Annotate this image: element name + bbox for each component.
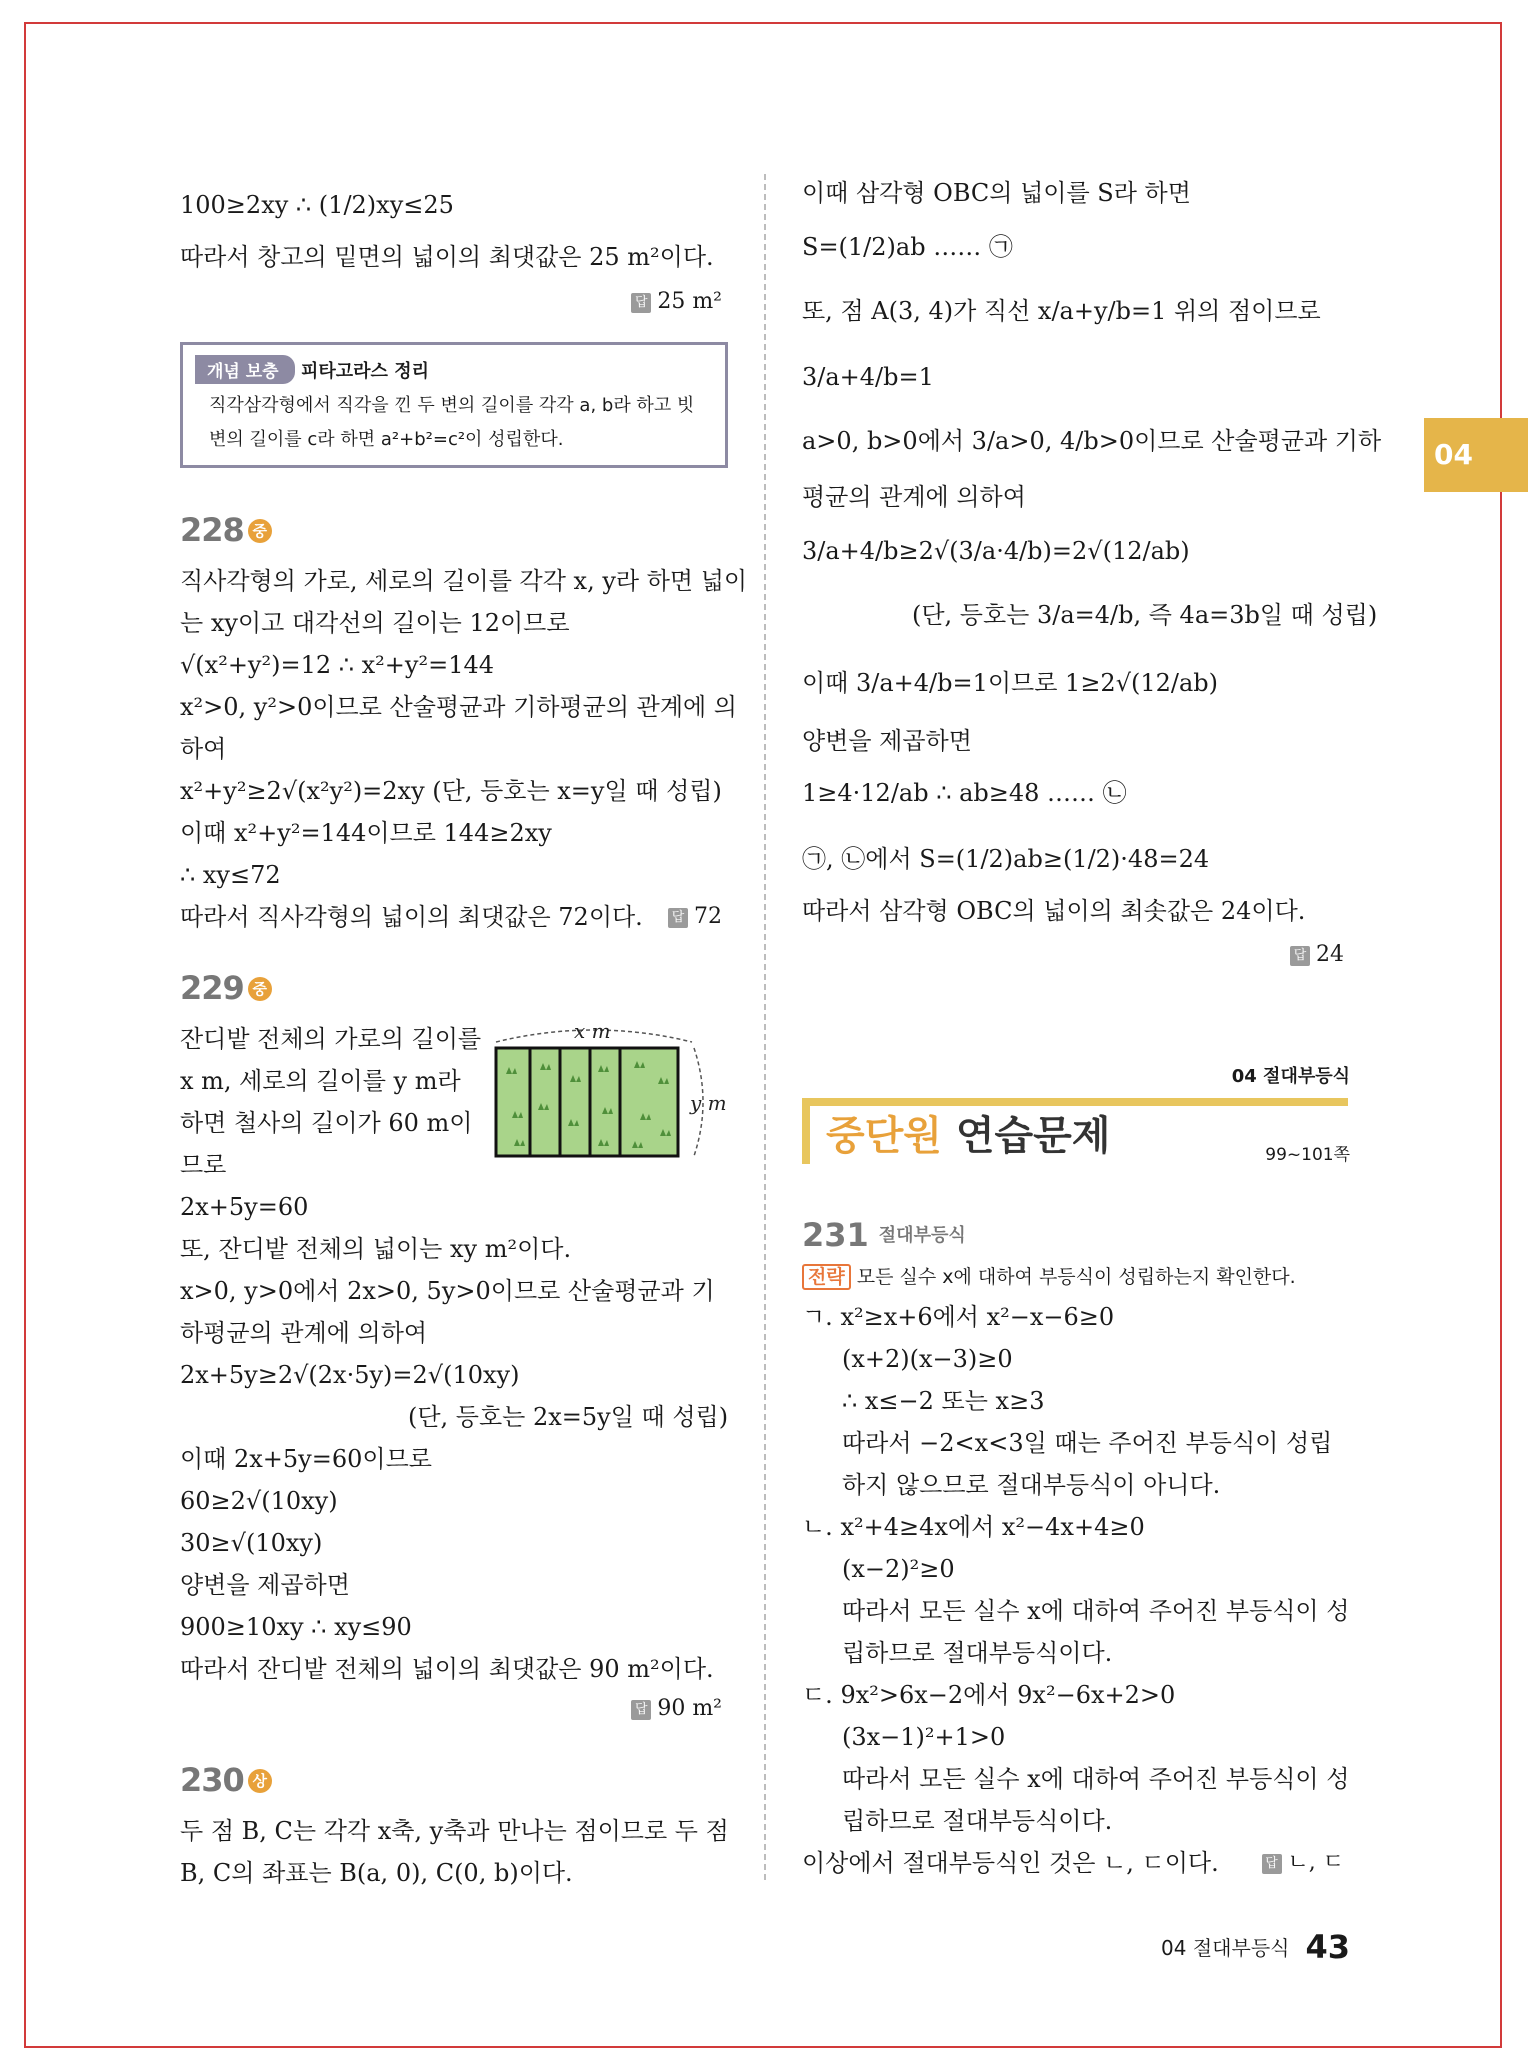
answer-231 — [1262, 1848, 1345, 1878]
text-line: 따라서 직사각형의 넓이의 최댓값은 72이다. — [180, 903, 643, 931]
section-accent — [802, 1106, 810, 1164]
level-badge: 중 — [248, 519, 272, 543]
concept-box — [180, 342, 728, 468]
column-divider — [764, 174, 766, 1880]
level-badge: 중 — [248, 977, 272, 1001]
text-line: a>0, b>0에서 3/a>0, 4/b>0이므로 산술평균과 기하 — [802, 427, 1382, 455]
answer-value: 24 — [1316, 942, 1344, 967]
text-line: 하면 철사의 길이가 60 m이 — [180, 1109, 473, 1137]
text-line: (단, 등호는 2x=5y일 때 성립) — [408, 1403, 729, 1431]
text-line: (3x−1)²+1>0 — [842, 1723, 1006, 1751]
text-line: (단, 등호는 3/a=4/b, 즉 4a=3b일 때 성립) — [912, 601, 1378, 629]
text-line: 립하므로 절대부등식이다. — [842, 1807, 1113, 1835]
text-line: 이상에서 절대부등식인 것은 ㄴ, ㄷ이다. — [802, 1849, 1219, 1877]
side-label: y m — [690, 1091, 727, 1115]
text-line: 100≥2xy ∴ (1/2)xy≤25 — [180, 191, 454, 219]
text-line: 잔디밭 전체의 가로의 길이를 — [180, 1025, 482, 1053]
text-line: 양변을 제곱하면 — [180, 1571, 350, 1599]
text-line: (x−2)²≥0 — [842, 1555, 955, 1583]
top-label: x m — [574, 1022, 611, 1043]
problem-number-230 — [180, 1762, 272, 1798]
lawn-rect — [496, 1048, 678, 1156]
section-title-part2: 연습문제 — [955, 1113, 1111, 1159]
text-line: 2x+5y≥2√(2x·5y)=2√(10xy) — [180, 1361, 520, 1389]
text-line: 1≥4·12/ab ∴ ab≥48 …… ㉡ — [802, 779, 1127, 807]
concept-badge: 개념 보충 — [195, 355, 295, 384]
text-line: B, C의 좌표는 B(a, 0), C(0, b)이다. — [180, 1859, 573, 1887]
text-line: 따라서 창고의 밑면의 넓이의 최댓값은 25 m²이다. — [180, 243, 714, 271]
text-line: 직사각형의 가로, 세로의 길이를 각각 x, y라 하면 넓이 — [180, 567, 748, 595]
problem-number: 229 — [180, 969, 244, 1007]
text-line: ∴ xy≤72 — [180, 861, 281, 889]
problem-number: 230 — [180, 1761, 244, 1799]
answer-tag: 답 — [668, 908, 688, 928]
text-line: ㄷ. 9x²>6x−2에서 9x²−6x+2>0 — [802, 1681, 1176, 1709]
answer-value: ㄴ, ㄷ — [1287, 1850, 1344, 1875]
text-line: 또, 점 A(3, 4)가 직선 x/a+y/b=1 위의 점이므로 — [802, 297, 1321, 325]
level-badge: 상 — [248, 1769, 272, 1793]
text-line: 므로 — [180, 1151, 227, 1179]
text-line: 따라서 삼각형 OBC의 넓이의 최솟값은 24이다. — [802, 897, 1306, 925]
text-line: 이때 삼각형 OBC의 넓이를 S라 하면 — [802, 179, 1191, 207]
answer-intro — [631, 287, 722, 317]
problem-number: 231 — [802, 1216, 869, 1254]
answer-value: 25 m² — [657, 289, 722, 314]
problem-number-228 — [180, 512, 272, 548]
problem-topic: 절대부등식 — [878, 1225, 966, 1246]
text-line: 900≥10xy ∴ xy≤90 — [180, 1613, 412, 1641]
text-line: ∴ x≤−2 또는 x≥3 — [842, 1387, 1045, 1415]
text-line: 따라서 모든 실수 x에 대하여 주어진 부등식이 성 — [842, 1597, 1350, 1625]
text-line: 는 xy이고 대각선의 길이는 12이므로 — [180, 609, 570, 637]
answer-tag: 답 — [631, 1700, 651, 1720]
text-line: 립하므로 절대부등식이다. — [842, 1639, 1113, 1667]
text-line: x m, 세로의 길이를 y m라 — [180, 1067, 461, 1095]
section-bar — [802, 1098, 1348, 1106]
page-number: 43 — [1305, 1928, 1350, 1966]
answer-228 — [668, 902, 722, 932]
text-line: 이때 3/a+4/b=1이므로 1≥2√(12/ab) — [802, 669, 1219, 697]
text-line: S=(1/2)ab …… ㉠ — [802, 233, 1013, 261]
text-line: 60≥2√(10xy) — [180, 1487, 338, 1515]
problem-number-231 — [802, 1216, 966, 1254]
text-line: 또, 잔디밭 전체의 넓이는 xy m²이다. — [180, 1235, 572, 1263]
text-line: √(x²+y²)=12 ∴ x²+y²=144 — [180, 651, 495, 679]
answer-tag: 답 — [1290, 946, 1310, 966]
section-label: 04 절대부등식 — [1231, 1066, 1350, 1087]
text-line: ㄱ. x²≥x+6에서 x²−x−6≥0 — [802, 1303, 1115, 1331]
text-line: 2x+5y=60 — [180, 1193, 309, 1221]
concept-line: 변의 길이를 c라 하면 a²+b²=c²이 성립한다. — [209, 429, 564, 450]
section-pages: 99~101쪽 — [1265, 1145, 1350, 1165]
problem-number-229 — [180, 970, 272, 1006]
text-line: 양변을 제곱하면 — [802, 727, 972, 755]
text-line: 따라서 모든 실수 x에 대하여 주어진 부등식이 성 — [842, 1765, 1350, 1793]
answer-tag: 답 — [1262, 1854, 1282, 1874]
text-line: ㉠, ㉡에서 S=(1/2)ab≥(1/2)·48=24 — [802, 845, 1210, 873]
concept-line: 직각삼각형에서 직각을 낀 두 변의 길이를 각각 a, b라 하고 빗 — [209, 395, 695, 416]
answer-230 — [1290, 940, 1344, 970]
text-line: x²>0, y²>0이므로 산술평균과 기하평균의 관계에 의 — [180, 693, 737, 721]
text-line: 하여 — [180, 735, 227, 763]
text-line: 3/a+4/b≥2√(3/a·4/b)=2√(12/ab) — [802, 537, 1190, 565]
text-line: 따라서 잔디밭 전체의 넓이의 최댓값은 90 m²이다. — [180, 1655, 714, 1683]
text-line: 3/a+4/b=1 — [802, 363, 934, 391]
text-line: 평균의 관계에 의하여 — [802, 483, 1026, 511]
text-line: 두 점 B, C는 각각 x축, y축과 만나는 점이므로 두 점 — [180, 1817, 729, 1845]
footer-chapter: 04 절대부등식 — [1161, 1936, 1290, 1960]
text-line: 이때 2x+5y=60이므로 — [180, 1445, 432, 1473]
text-line: 따라서 −2<x<3일 때는 주어진 부등식이 성립 — [842, 1429, 1333, 1457]
strategy-line — [802, 1262, 1296, 1289]
chapter-tab[interactable]: 04 — [1424, 418, 1528, 492]
lawn-figure — [494, 1022, 734, 1158]
text-line: x>0, y>0에서 2x>0, 5y>0이므로 산술평균과 기 — [180, 1277, 715, 1305]
page-footer — [1161, 1928, 1350, 1966]
text-line: 하평균의 관계에 의하여 — [180, 1319, 428, 1347]
answer-tag: 답 — [631, 293, 651, 313]
strategy-tag: 전략 — [802, 1264, 851, 1290]
text-line: (x+2)(x−3)≥0 — [842, 1345, 1013, 1373]
text-line: x²+y²≥2√(x²y²)=2xy (단, 등호는 x=y일 때 성립) — [180, 777, 722, 805]
concept-title: 피타고라스 정리 — [301, 361, 429, 382]
text-line: 30≥√(10xy) — [180, 1529, 323, 1557]
text-line: 이때 x²+y²=144이므로 144≥2xy — [180, 819, 552, 847]
strategy-text: 모든 실수 x에 대하여 부등식이 성립하는지 확인한다. — [856, 1266, 1296, 1288]
answer-229 — [631, 1694, 722, 1724]
text-line: 하지 않으므로 절대부등식이 아니다. — [842, 1471, 1221, 1499]
section-title-part1: 중단원 — [826, 1113, 942, 1159]
answer-value: 72 — [694, 904, 722, 929]
answer-value: 90 m² — [657, 1696, 722, 1721]
section-title — [826, 1108, 1110, 1164]
problem-number: 228 — [180, 511, 244, 549]
text-line: ㄴ. x²+4≥4x에서 x²−4x+4≥0 — [802, 1513, 1145, 1541]
